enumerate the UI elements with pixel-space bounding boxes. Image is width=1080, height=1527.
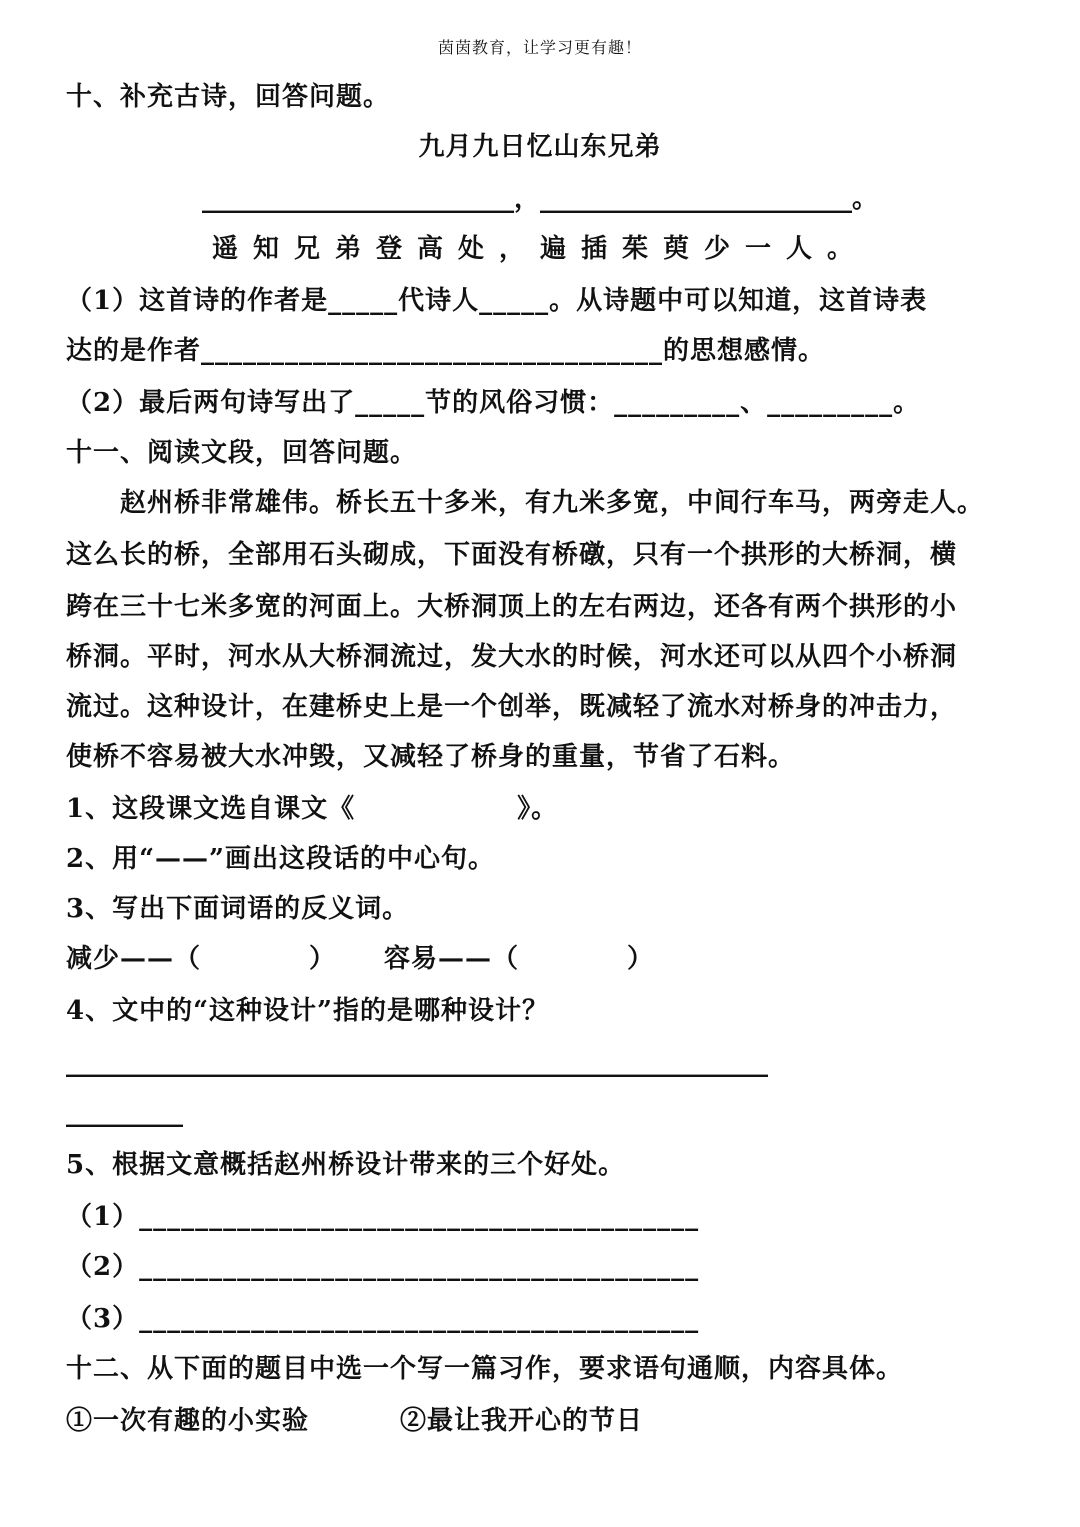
passage-line: 流过。这种设计，在建桥史上是一个创举，既减轻了流水对桥身的冲击力， (66, 692, 958, 722)
essay-option-2: ②最让我开心的节日 (400, 1406, 644, 1436)
passage-line: 跨在三十七米多宽的河面上。大桥洞顶上的左右两边，还各有两个拱形的小 (66, 592, 958, 622)
section-11-question-5: 5、根据文意概括赵州桥设计带来的三个好处。 (66, 1150, 626, 1180)
poem-title: 九月九日忆山东兄弟 (418, 132, 662, 162)
passage-line: 赵州桥非常雄伟。桥长五十多米，有九米多宽，中间行车马，两旁走人。 (66, 488, 985, 518)
section-11-question-2: 2、用“——”画出这段话的中心句。 (66, 844, 496, 874)
section-10-question-1-line-2: 达的是作者_________________________________的思想感情。 (66, 336, 826, 366)
passage-line: 桥洞。平时，河水从大桥洞流过，发大水的时候，河水还可以从四个小桥洞 (66, 642, 958, 672)
section-12-heading: 十二、从下面的题目中选一个写一篇习作，要求语句通顺，内容具体。 (66, 1354, 904, 1384)
antonym-reduce: 减少——（ ） (66, 944, 337, 974)
section-10-question-1-line-1: （1）这首诗的作者是_____代诗人_____。从诗题中可以知道，这首诗表 (66, 286, 928, 316)
section-11-question-1: 1、这段课文选自课文《 》。 (66, 794, 559, 824)
answer-line: _________ (66, 1098, 183, 1128)
antonym-easy: 容易——（ ） (384, 944, 655, 974)
benefit-answer-1: （1）________________________________________ (66, 1202, 700, 1232)
section-11-question-3: 3、写出下面词语的反义词。 (66, 894, 410, 924)
page-header: 茵茵教育，让学习更有趣！ (437, 38, 642, 57)
poem-line: 遥知兄弟登高处，遍插茱萸少一人。 (211, 234, 868, 264)
section-10-question-2: （2）最后两句诗写出了_____节的风俗习惯：_________、_________。 (66, 388, 921, 418)
answer-line: ______________________________________________________ (66, 1048, 768, 1078)
passage-line: 使桥不容易被大水冲毁，又减轻了桥身的重量，节省了石料。 (66, 742, 796, 772)
section-11-question-4: 4、文中的“这种设计”指的是哪种设计？ (66, 996, 550, 1026)
benefit-answer-2: （2）________________________________________ (66, 1252, 700, 1282)
passage-line: 这么长的桥，全部用石头砌成，下面没有桥礅，只有一个拱形的大桥洞，横 (66, 540, 958, 570)
essay-option-1: ①一次有趣的小实验 (66, 1406, 310, 1436)
poem-blank-line: ________________________，________________________。 (202, 184, 878, 214)
benefit-answer-3: （3）________________________________________ (66, 1304, 700, 1334)
section-11-heading: 十一、阅读文段，回答问题。 (66, 438, 418, 468)
section-10-heading: 十、补充古诗，回答问题。 (66, 82, 391, 112)
